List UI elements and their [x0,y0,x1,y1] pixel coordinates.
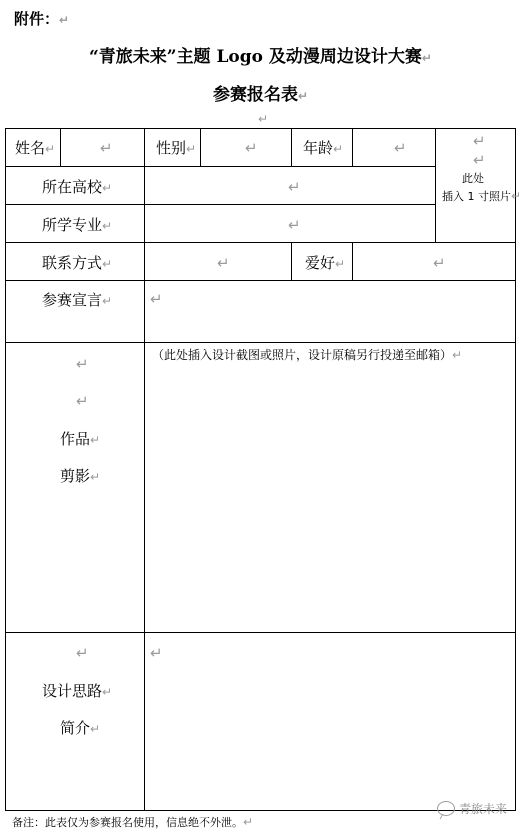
design-idea-label-line2: 简介↵ [60,719,101,737]
paragraph-mark: ↵ [76,392,89,410]
paragraph-mark: ↵ [258,112,269,126]
works-label-line2: 剪影↵ [60,467,101,485]
design-idea-label: 设计思路↵ [42,682,113,700]
paragraph-mark: ↵ [473,132,486,150]
design-idea-field[interactable]: ↵ [150,644,163,662]
declaration-field[interactable]: ↵ [150,290,163,308]
document-title: “青旅未来”主题 Logo 及动漫周边设计大赛↵ [89,47,432,67]
paragraph-mark: ↵ [76,644,89,662]
watermark: 青旅未来 [437,800,507,817]
paragraph-mark: ↵ [76,355,89,373]
hobby-field[interactable]: ↵ [433,254,446,272]
works-upload-area[interactable]: （此处插入设计截图或照片，设计原稿另行投递至邮箱）↵ [152,348,463,362]
name-label: 姓名↵ [15,139,56,157]
major-field[interactable]: ↵ [288,216,301,234]
declaration-label: 参赛宣言↵ [42,291,113,309]
footer-note: 备注：此表仅为参赛报名使用，信息绝不外泄。↵ [12,815,254,829]
contact-field[interactable]: ↵ [217,254,230,272]
attachment-label: 附件：↵ [14,10,70,28]
gender-label: 性别↵ [156,139,197,157]
hobby-label: 爱好↵ [305,254,346,272]
form-subtitle: 参赛报名表↵ [212,85,309,105]
name-field[interactable]: ↵ [100,139,113,157]
chat-bubble-icon [437,801,455,816]
photo-placeholder-line1: 此处 [462,172,484,185]
school-label: 所在高校↵ [42,178,113,196]
gender-field[interactable]: ↵ [245,139,258,157]
works-label: 作品↵ [60,430,101,448]
contact-label: 联系方式↵ [42,254,113,272]
photo-placeholder-line2[interactable]: 插入 1 寸照片↵ [442,189,521,203]
paragraph-mark: ↵ [473,151,486,169]
age-field[interactable]: ↵ [394,139,407,157]
age-label: 年龄↵ [303,139,344,157]
major-label: 所学专业↵ [42,216,113,234]
school-field[interactable]: ↵ [288,178,301,196]
